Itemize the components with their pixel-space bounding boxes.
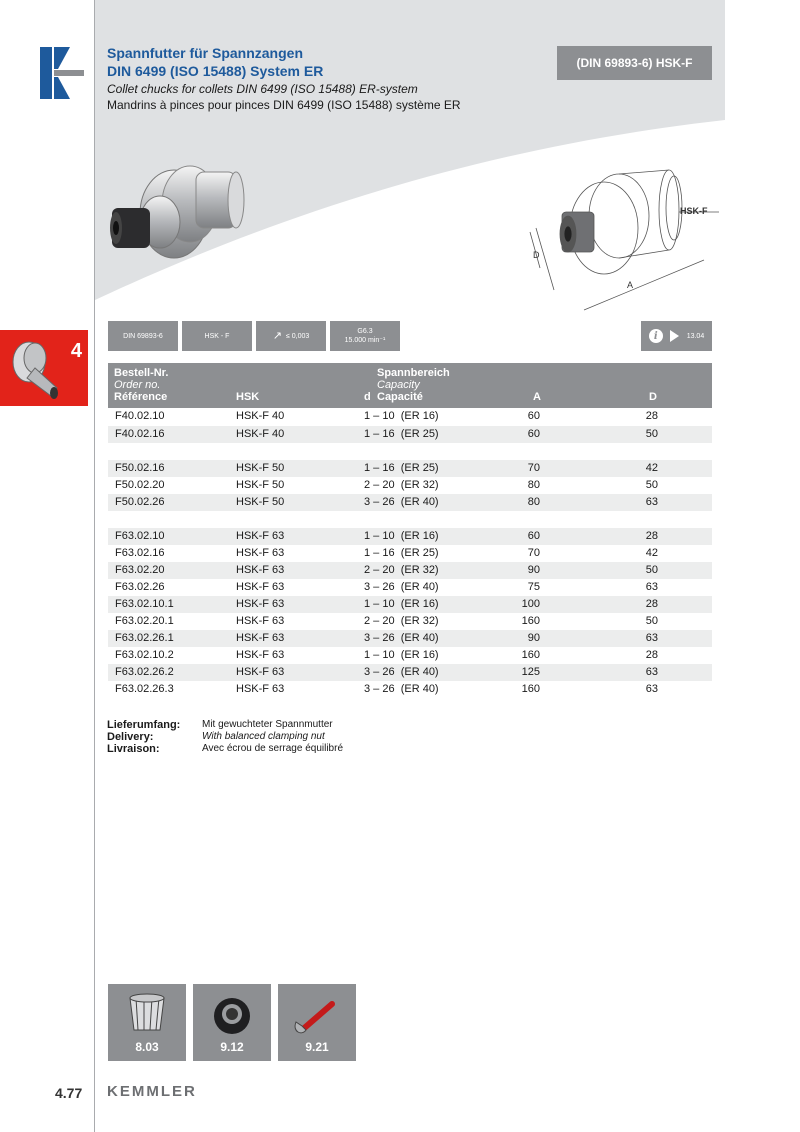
delivery-label-fr: Livraison: (107, 743, 160, 755)
table-row: F63.02.26.1 HSK-F 63 3 – 26 (ER 40) 90 63 (108, 630, 712, 647)
chuck-icon (5, 338, 67, 400)
table-row: F63.02.20 HSK-F 63 2 – 20 (ER 32) 90 50 (108, 562, 712, 579)
table-row: F50.02.26 HSK-F 50 3 – 26 (ER 40) 80 63 (108, 494, 712, 511)
table-row: F63.02.20.1 HSK-F 63 2 – 20 (ER 32) 160 50 (115, 615, 658, 627)
page-margin-line (94, 0, 95, 1132)
spec-din: DIN 69893-6 (108, 321, 178, 351)
table-row: F50.02.16 HSK-F 50 1 – 16 (ER 25) 70 42 (108, 460, 712, 477)
arrow-right-icon (670, 330, 679, 342)
subtitle-english: Collet chucks for collets DIN 6499 (ISO 15488) ER-system (107, 82, 418, 96)
collet-icon (122, 992, 172, 1036)
title-block (107, 44, 547, 113)
spec-runout (256, 321, 326, 351)
table-row: F63.02.16 HSK-F 63 1 – 16 (ER 25) 70 42 (115, 547, 658, 559)
spec-hsk: HSK - F (182, 321, 252, 351)
technical-drawing (524, 150, 719, 320)
chapter-number: 4 (70, 340, 82, 362)
header-d: d (364, 391, 371, 403)
delivery-value-fr: Avec écrou de serrage équilibré (202, 743, 344, 754)
table-header (108, 363, 712, 408)
table-row: F50.02.20 HSK-F 50 2 – 20 (ER 32) 80 50 (115, 479, 658, 491)
runout-value: ≤ 0,003 (285, 332, 310, 340)
reference-label: 9.21 (305, 1040, 329, 1054)
clamping-nut-icon (207, 992, 257, 1036)
spec-balance (330, 321, 400, 351)
delivery-value-en: With balanced clamping nut (202, 731, 325, 742)
header-dd: D (649, 391, 657, 403)
info-reference[interactable] (641, 321, 712, 351)
product-photo (108, 152, 260, 264)
dim-a-label: A (627, 280, 634, 290)
runout-icon: ↗ (272, 329, 282, 342)
balance-grade: G6.3 (357, 328, 373, 335)
info-icon: i (649, 329, 663, 343)
reference-tile-wrench[interactable] (278, 984, 356, 1061)
page-title-standard: DIN 6499 (ISO 15488) System ER (107, 63, 324, 79)
brand-name: KEMMLER (107, 1083, 197, 1100)
header-capacity: Spannbereich Capacity Capacité (377, 367, 450, 403)
table-row: F63.02.10 HSK-F 63 1 – 10 (ER 16) 60 28 (108, 528, 712, 545)
header-order: Bestell-Nr. Order no. Référence (114, 367, 169, 403)
reference-label: 9.12 (220, 1040, 244, 1054)
table-row: F63.02.10.1 HSK-F 63 1 – 10 (ER 16) 100 28 (108, 596, 712, 613)
table-row: F40.02.16 HSK-F 40 1 – 16 (ER 25) 60 50 (108, 426, 712, 443)
reference-tile-collet[interactable] (108, 984, 186, 1061)
din-badge: (DIN 69893-6) HSK-F (557, 46, 712, 80)
table-row: F63.02.26.2 HSK-F 63 3 – 26 (ER 40) 125 63 (108, 664, 712, 681)
subtitle-french: Mandrins à pinces pour pinces DIN 6499 (ISO 15488) système ER (107, 98, 461, 112)
page-title: Spannfutter für Spannzangen (107, 45, 303, 61)
kemmler-logo (40, 47, 84, 99)
hsk-f-label: HSK-F (680, 206, 708, 216)
header-a: A (533, 391, 541, 403)
delivery-value-de: Mit gewuchteter Spannmutter (202, 719, 333, 730)
table-row: F63.02.26.3 HSK-F 63 3 – 26 (ER 40) 160 63 (115, 683, 658, 695)
delivery-label-en: Delivery: (107, 731, 154, 743)
reference-tile-nut[interactable] (193, 984, 271, 1061)
reference-label: 8.03 (135, 1040, 159, 1054)
table-row: F63.02.26 HSK-F 63 3 – 26 (ER 40) 75 63 (115, 581, 658, 593)
balance-speed: 15.000 min⁻¹ (344, 337, 386, 344)
dim-d-label: D (533, 250, 540, 260)
delivery-label-de: Lieferumfang: (107, 719, 181, 731)
table-row: F63.02.10.2 HSK-F 63 1 – 10 (ER 16) 160 28 (115, 649, 658, 661)
info-ref-page: 13.04 (686, 332, 705, 340)
wrench-icon (292, 992, 342, 1036)
header-hsk: HSK (236, 391, 260, 403)
table-row: F40.02.10 HSK-F 40 1 – 10 (ER 16) 60 28 (115, 410, 658, 422)
page-number: 4.77 (55, 1085, 83, 1101)
chapter-tab[interactable] (0, 330, 88, 406)
